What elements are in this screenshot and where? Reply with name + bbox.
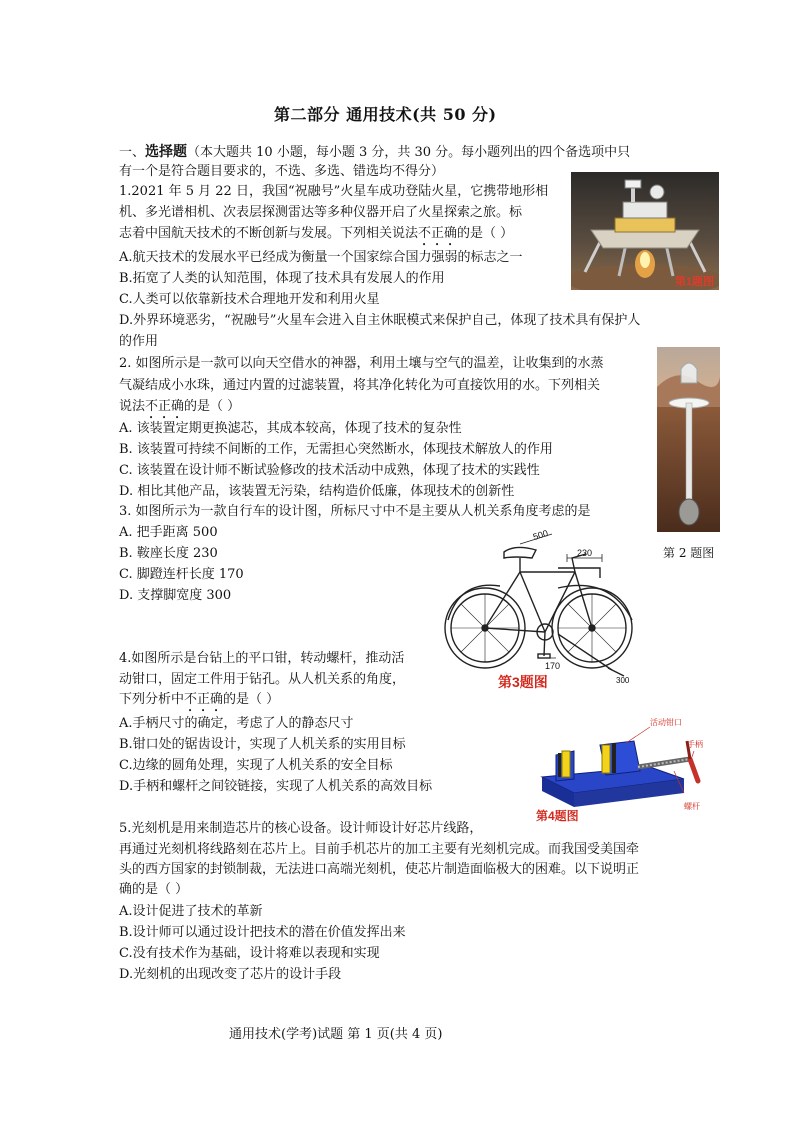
section-heading	[119, 142, 630, 163]
q1-stem-3	[119, 224, 513, 249]
q4-option-d: D.手柄和螺杆之间铰链接，实现了人机关系的高效目标	[119, 779, 433, 794]
q1-option-b: B.拓宽了人类的认知范围，体现了技术具有发展人的作用	[119, 271, 445, 286]
q2-stem-3a: 说法	[119, 399, 146, 414]
q4-stem-3a: 下列分析中	[119, 692, 185, 707]
q3-stem: 3. 如图所示为一款自行车的设计图，所标尺寸中不是主要从人机关系角度考虑的是	[119, 504, 591, 519]
q5-option-a: A.设计促进了技术的革新	[119, 904, 263, 919]
q4-stem-3b: 的是（ ）	[223, 692, 280, 707]
q3-dim-170: 170	[545, 661, 561, 671]
q1-option-d-2: 的作用	[119, 334, 159, 349]
q3-dim-500: 500	[531, 528, 550, 543]
q4-option-b: B.钳口处的锯齿设计，实现了人机关系的实用目标	[119, 737, 406, 752]
q4-label-screw: 螺杆	[684, 802, 700, 811]
q3-option-d: D. 支撑脚宽度 300	[119, 588, 232, 603]
section-label: 选择题	[145, 144, 188, 160]
q1-option-d-1: D.外界环境恶劣，“祝融号”火星车会进入自主休眠模式来保护自己，体现了技术具有保护人	[119, 313, 641, 328]
q5-option-b: B.设计师可以通过设计把技术的潜在价值发挥出来	[119, 925, 406, 940]
q4-option-c: C.边缘的圆角处理，实现了人机关系的安全目标	[119, 758, 393, 773]
q1-option-a: A.航天技术的发展水平已经成为衡量一个国家综合国力强弱的标志之一	[119, 250, 523, 265]
q4-emphasis: 不正确	[184, 692, 224, 707]
q2-option-c: C. 该装置在设计师不断试验修改的技术活动中成熟，体现了技术的实践性	[119, 463, 540, 478]
q5-stem-2: 再通过光刻机将线路刻在芯片上。目前手机芯片的加工主要有光刻机完成。而我国受美国牵	[119, 842, 640, 857]
q3-dim-230: 230	[577, 548, 593, 558]
q4-figure-vice	[534, 715, 714, 825]
q2-stem-1: 2. 如图所示是一款可以向天空借水的神器，利用土壤与空气的温差，让收集到的水蒸	[119, 356, 604, 371]
q3-option-b: B. 鞍座长度 230	[119, 546, 218, 561]
q3-option-c: C. 脚蹬连杆长度 170	[119, 567, 244, 582]
q1-stem-3b: 的是（ ）	[457, 226, 514, 241]
q1-stem-2: 机、多光谱相机、次表层探测雷达等多种仪器开启了火星探索之旅。标	[119, 205, 523, 220]
section-intro-2: 有一个是符合题目要求的，不选、多选、错选均不得分）	[119, 164, 445, 179]
q1-stem-3a: 志着中国航天技术的不断创新与发展。下列相关说法	[119, 226, 419, 241]
q5-option-c: C.没有技术作为基础，设计将难以表现和实现	[119, 946, 380, 961]
q2-stem-3b: 的是（ ）	[184, 399, 241, 414]
q5-stem-4: 确的是（ ）	[119, 882, 189, 897]
q1-emphasis: 不正确	[418, 226, 458, 241]
q4-label-handle: 手柄	[687, 740, 703, 749]
q4-stem-1: 4.如图所示是台钻上的平口钳，转动螺杆，推动活	[119, 651, 405, 666]
q2-emphasis: 不正确	[145, 399, 185, 414]
q4-stem-3	[119, 690, 279, 715]
q1-figure-caption: 第1题图	[675, 276, 715, 288]
q1-stem-1: 1.2021 年 5 月 22 日，我国“祝融号”火星车成功登陆火星，它携带地形相	[119, 184, 549, 199]
q2-figure-caption: 第 2 题图	[663, 546, 715, 560]
q4-option-a: A.手柄尺寸的确定，考虑了人的静态尺寸	[119, 716, 354, 731]
q3-figure-caption: 第3题图	[498, 674, 548, 690]
q2-option-b: B. 该装置可持续不间断的工作，无需担心突然断水，体现技术解放人的作用	[119, 442, 553, 457]
q2-stem-2: 气凝结成小水珠，通过内置的过滤装置，将其净化转化为可直接饮用的水。下列相关	[119, 378, 601, 393]
q4-stem-2: 动钳口，固定工件用于钻孔。从人机关系的角度，	[119, 672, 406, 687]
q5-stem-3: 头的西方国家的封锁制裁，无法进口高端光刻机，使芯片制造面临极大的困难。以下说明正	[119, 862, 640, 877]
page-title: 第二部分 通用技术(共 50 分)	[274, 105, 497, 124]
q1-option-c: C.人类可以依靠新技术合理地开发和利用火星	[119, 292, 380, 307]
q2-option-a: A. 该装置定期更换滤芯，其成本较高，体现了技术的复杂性	[119, 421, 462, 436]
q3-dim-300: 300	[616, 676, 630, 685]
q4-label-jaw: 活动钳口	[650, 718, 682, 727]
q5-option-d: D.光刻机的出现改变了芯片的设计手段	[119, 967, 342, 982]
q3-option-a: A. 把手距离 500	[119, 525, 218, 540]
section-number: 一、	[119, 145, 146, 160]
q3-figure-bicycle	[440, 528, 640, 690]
q2-figure-water-collector	[657, 347, 720, 532]
page-footer: 通用技术(学考)试题 第 1 页(共 4 页)	[229, 1027, 443, 1042]
q4-figure-caption: 第4题图	[536, 809, 579, 823]
q5-stem-1: 5.光刻机是用来制造芯片的核心设备。设计师设计好芯片线路，	[119, 821, 483, 836]
q2-option-d: D. 相比其他产品，该装置无污染，结构造价低廉，体现技术的创新性	[119, 484, 515, 499]
section-intro-1: （本大题共 10 小题，每小题 3 分，共 30 分。每小题列出的四个备选项中只	[187, 145, 631, 160]
q1-figure-mars-rover	[571, 172, 719, 290]
